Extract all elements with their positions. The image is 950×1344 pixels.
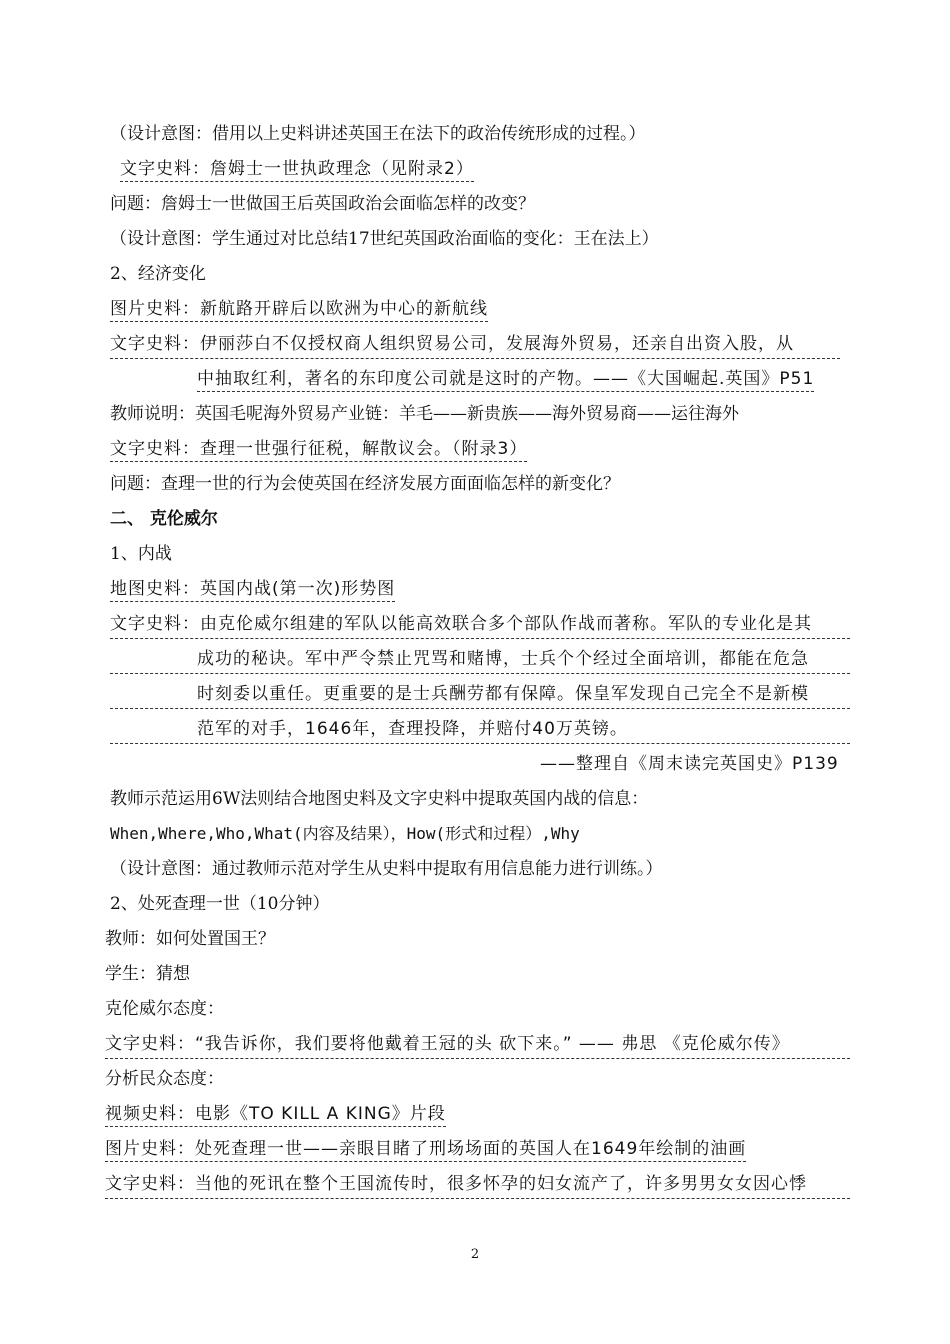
section-heading-cromwell: 二、 克伦威尔 [110,509,218,529]
design-intent-2: （设计意图：学生通过对比总结17世纪英国政治面临的变化：王在法上） [110,229,659,249]
six-w-list: When,Where,Who,What(内容及结果），How(形式和过程）,Why [110,824,580,843]
design-intent-1: （设计意图：借用以上史料讲述英国王在法下的政治传统形成的过程。） [110,124,646,144]
text-source-death-news: 文字史料：当他的死讯在整个王国流传时，很多怀孕的妇女流产了，许多男男女女因心悸 [105,1172,850,1199]
citation-weekend-history: ——整理自《周末读完英国史》P139 [540,754,839,774]
text-source-charles: 文字史料：查理一世强行征税，解散议会。（附录3） [110,437,527,461]
cromwell-attitude: 克伦威尔态度： [105,999,224,1019]
subheading-execution: 2、处死查理一世（10分钟） [110,894,330,914]
image-source-routes: 图片史料：新航路开辟后以欧洲为中心的新航线 [110,297,488,321]
text-source-army-cont2: 时刻委以重任。更重要的是士兵酬劳都有保障。保皇军发现自己完全不是新模 [110,682,850,709]
teacher-demo: 教师示范运用6W法则结合地图史料及文字史料中提取英国内战的信息： [110,789,649,809]
text-source-army-cont3: 范军的对手，1646年，查理投降，并赔付40万英镑。 [110,717,850,744]
subheading-civil-war: 1、内战 [110,544,172,564]
subheading-economy: 2、经济变化 [110,264,206,284]
image-source-painting: 图片史料：处死查理一世——亲眼目睹了刑场场面的英国人在1649年绘制的油画 [105,1137,746,1161]
question-2: 问题：查理一世的行为会使英国在经济发展方面面临怎样的新变化？ [110,474,620,494]
text-source-james: 文字史料：詹姆士一世执政理念（见附录2） [120,157,474,181]
design-intent-3: （设计意图：通过教师示范对学生从史料中提取有用信息能力进行训练。） [110,859,663,879]
text-source-elizabeth: 文字史料：伊丽莎白不仅授权商人组织贸易公司，发展海外贸易，还亲自出资入股，从 [110,332,840,359]
student-answer: 学生：猜想 [105,964,190,984]
map-source: 地图史料：英国内战(第一次)形势图 [110,577,395,601]
teacher-note: 教师说明：英国毛呢海外贸易产业链：羊毛——新贵族——海外贸易商——运往海外 [110,404,739,424]
page-number: 2 [470,1247,480,1262]
text-source-army-cont1: 成功的秘诀。军中严令禁止咒骂和赌博，士兵个个经过全面培训，都能在危急 [110,647,850,674]
text-source-army: 文字史料：由克伦威尔组建的军队以能高效联合多个部队作战而著称。军队的专业化是其 [110,612,850,639]
public-attitude: 分析民众态度： [105,1069,224,1089]
video-source: 视频史料：电影《TO KILL A KING》片段 [105,1102,446,1126]
teacher-question: 教师：如何处置国王？ [105,929,275,949]
question-1: 问题：詹姆士一世做国王后英国政治会面临怎样的改变？ [110,194,535,214]
text-source-quote: 文字史料：“我告诉你，我们要将他戴着王冠的头 砍下来。” —— 弗思 《克伦威尔传》 [105,1032,850,1059]
text-source-elizabeth-cont: 中抽取红利，著名的东印度公司就是这时的产物。——《大国崛起.英国》P51 [197,367,814,391]
